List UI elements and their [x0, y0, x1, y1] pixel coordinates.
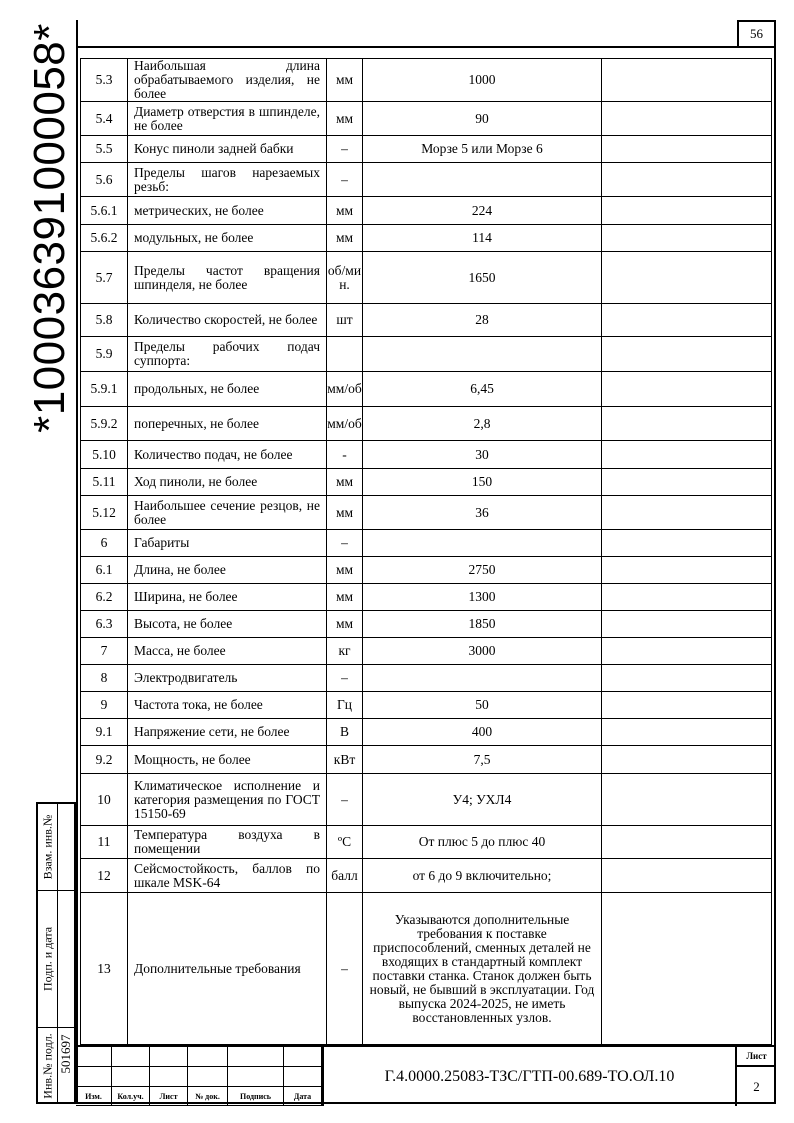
row-parameter: Наибольшее сечение резцов, не более: [128, 496, 327, 530]
row-number: 5.5: [81, 136, 128, 163]
row-unit: балл: [327, 859, 363, 893]
row-parameter: метрических, не более: [128, 197, 327, 225]
table-row: [81, 584, 772, 611]
row-unit: –: [327, 774, 363, 826]
row-note: [602, 441, 772, 469]
title-cell: [284, 1047, 322, 1067]
row-number: 5.11: [81, 469, 128, 496]
row-value: 28: [363, 304, 602, 337]
row-number: 9: [81, 692, 128, 719]
frame-top-line: [76, 46, 776, 48]
table-row: [81, 692, 772, 719]
row-number: 7: [81, 638, 128, 665]
row-unit: В: [327, 719, 363, 746]
barcode-text: *100036391000058*: [25, 22, 74, 433]
orig-inv-label: Инв.№ подл.: [40, 1033, 55, 1099]
title-cell: [76, 1047, 112, 1067]
row-unit: мм: [327, 225, 363, 252]
row-value: 36: [363, 496, 602, 530]
table-row: [81, 530, 772, 557]
row-parameter: Конус пиноли задней бабки: [128, 136, 327, 163]
title-col-header: Подпись: [228, 1087, 284, 1106]
row-number: 5.12: [81, 496, 128, 530]
title-col-header: Кол.уч.: [112, 1087, 150, 1106]
row-value: 2750: [363, 557, 602, 584]
table-row: [81, 304, 772, 337]
title-cell: [112, 1047, 150, 1067]
table-row: [81, 859, 772, 893]
row-unit: мм/об: [327, 407, 363, 441]
row-value: 1300: [363, 584, 602, 611]
row-parameter: Мощность, не более: [128, 746, 327, 774]
title-col-header: Дата: [284, 1087, 322, 1106]
row-number: 9.1: [81, 719, 128, 746]
row-unit: кг: [327, 638, 363, 665]
row-note: [602, 692, 772, 719]
row-unit: мм: [327, 611, 363, 638]
row-value: Указываются дополнительные требования к поставке приспособлений, сменных деталей не входящих в стандартный комплект поставки станка. Станок должен быть новый, не бывший в эксплуатации. Год выпуска 2024-2025, не иметь восстановленных узлов.: [363, 893, 602, 1045]
row-note: [602, 102, 772, 136]
row-number: 5.7: [81, 252, 128, 304]
row-number: 9.2: [81, 746, 128, 774]
row-note: [602, 665, 772, 692]
row-number: 5.9.2: [81, 407, 128, 441]
title-col-header: Изм.: [76, 1087, 112, 1106]
table-row: [81, 665, 772, 692]
row-value: 224: [363, 197, 602, 225]
row-note: [602, 826, 772, 859]
row-note: [602, 469, 772, 496]
title-cell: [150, 1067, 188, 1087]
row-parameter: Сейсмостойкость, баллов по шкале MSK-64: [128, 859, 327, 893]
side-stamp: [36, 802, 76, 1104]
row-value: Морзе 5 или Морзе 6: [363, 136, 602, 163]
row-note: [602, 163, 772, 197]
row-parameter: Габариты: [128, 530, 327, 557]
row-unit: –: [327, 136, 363, 163]
row-unit: –: [327, 163, 363, 197]
row-unit: мм: [327, 102, 363, 136]
row-number: 5.6.1: [81, 197, 128, 225]
table-row: [81, 441, 772, 469]
table-row: [81, 407, 772, 441]
row-number: 11: [81, 826, 128, 859]
row-parameter: Дополнительные требования: [128, 893, 327, 1045]
row-note: [602, 337, 772, 372]
row-number: 6: [81, 530, 128, 557]
row-value: 7,5: [363, 746, 602, 774]
sheet-number: 2: [753, 1078, 760, 1094]
row-number: 12: [81, 859, 128, 893]
row-unit: –: [327, 665, 363, 692]
table-row: [81, 638, 772, 665]
page-number: 56: [737, 20, 776, 48]
title-cell: [284, 1067, 322, 1087]
row-parameter: Количество скоростей, не более: [128, 304, 327, 337]
table-row: [81, 774, 772, 826]
spec-table: [80, 58, 772, 1045]
row-parameter: Пределы частот вращения шпинделя, не более: [128, 252, 327, 304]
row-parameter: Климатическое исполнение и категория размещения по ГОСТ 15150-69: [128, 774, 327, 826]
row-value: от 6 до 9 включительно;: [363, 859, 602, 893]
table-row: [81, 136, 772, 163]
row-unit: –: [327, 530, 363, 557]
row-value: От плюс 5 до плюс 40: [363, 826, 602, 859]
row-value: 6,45: [363, 372, 602, 407]
title-cell: [188, 1047, 228, 1067]
row-parameter: Пределы рабочих подач суппорта:: [128, 337, 327, 372]
row-parameter: продольных, не более: [128, 372, 327, 407]
row-unit: мм: [327, 469, 363, 496]
table-row: [81, 496, 772, 530]
row-note: [602, 859, 772, 893]
row-number: 5.6: [81, 163, 128, 197]
row-note: [602, 496, 772, 530]
title-cell: [188, 1067, 228, 1087]
sheet-label: Лист: [737, 1047, 776, 1067]
row-number: 5.9.1: [81, 372, 128, 407]
row-value: 400: [363, 719, 602, 746]
row-unit: мм: [327, 59, 363, 102]
row-number: 5.8: [81, 304, 128, 337]
row-unit: -: [327, 441, 363, 469]
row-note: [602, 774, 772, 826]
table-row: [81, 372, 772, 407]
title-cell: [112, 1067, 150, 1087]
title-cell: [76, 1067, 112, 1087]
row-note: [602, 252, 772, 304]
row-value: [363, 530, 602, 557]
row-unit: об/мин.: [327, 252, 363, 304]
row-value: У4; УХЛ4: [363, 774, 602, 826]
row-value: 114: [363, 225, 602, 252]
row-parameter: поперечных, не более: [128, 407, 327, 441]
row-unit: [327, 337, 363, 372]
row-parameter: модульных, не более: [128, 225, 327, 252]
row-number: 5.9: [81, 337, 128, 372]
row-note: [602, 225, 772, 252]
row-parameter: Электродвигатель: [128, 665, 327, 692]
row-unit: ºС: [327, 826, 363, 859]
row-number: 5.4: [81, 102, 128, 136]
row-note: [602, 197, 772, 225]
row-unit: мм: [327, 197, 363, 225]
row-number: 5.3: [81, 59, 128, 102]
row-number: 5.10: [81, 441, 128, 469]
title-cell: [228, 1067, 284, 1087]
row-unit: мм: [327, 557, 363, 584]
row-number: 13: [81, 893, 128, 1045]
table-row: [81, 719, 772, 746]
row-number: 10: [81, 774, 128, 826]
row-note: [602, 407, 772, 441]
table-row: [81, 893, 772, 1045]
row-unit: мм: [327, 584, 363, 611]
row-value: 1650: [363, 252, 602, 304]
row-value: 1000: [363, 59, 602, 102]
barcode: [25, 20, 75, 435]
row-note: [602, 893, 772, 1045]
table-row: [81, 469, 772, 496]
title-block: [76, 1045, 776, 1106]
row-number: 6.2: [81, 584, 128, 611]
table-row: [81, 252, 772, 304]
row-note: [602, 530, 772, 557]
table-row: [81, 826, 772, 859]
row-parameter: Ширина, не более: [128, 584, 327, 611]
row-value: 2,8: [363, 407, 602, 441]
row-note: [602, 372, 772, 407]
row-number: 5.6.2: [81, 225, 128, 252]
row-unit: мм: [327, 496, 363, 530]
row-value: 150: [363, 469, 602, 496]
table-row: [81, 337, 772, 372]
row-unit: Гц: [327, 692, 363, 719]
row-number: 6.1: [81, 557, 128, 584]
table-row: [81, 557, 772, 584]
table-row: [81, 225, 772, 252]
row-value: 3000: [363, 638, 602, 665]
row-number: 6.3: [81, 611, 128, 638]
row-parameter: Масса, не более: [128, 638, 327, 665]
row-parameter: Диаметр отверстия в шпинделе, не более: [128, 102, 327, 136]
row-unit: мм/об: [327, 372, 363, 407]
row-note: [602, 557, 772, 584]
table-row: [81, 746, 772, 774]
row-value: 1850: [363, 611, 602, 638]
table-row: [81, 102, 772, 136]
replace-inv-label: Взам. инв.№: [40, 814, 55, 880]
row-parameter: Высота, не более: [128, 611, 327, 638]
row-parameter: Пределы шагов нарезаемых резьб:: [128, 163, 327, 197]
row-note: [602, 304, 772, 337]
row-parameter: Длина, не более: [128, 557, 327, 584]
row-parameter: Количество подач, не более: [128, 441, 327, 469]
title-cell: [228, 1047, 284, 1067]
row-note: [602, 719, 772, 746]
row-number: 8: [81, 665, 128, 692]
title-col-header: № док.: [188, 1087, 228, 1106]
table-row: [81, 163, 772, 197]
row-value: 90: [363, 102, 602, 136]
row-note: [602, 746, 772, 774]
table-row: [81, 611, 772, 638]
document-id: Г.4.0000.25083-ТЗС/ГТП-00.689-ТО.ОЛ.10: [322, 1047, 737, 1106]
table-row: [81, 197, 772, 225]
row-parameter: Напряжение сети, не более: [128, 719, 327, 746]
row-parameter: Ход пиноли, не более: [128, 469, 327, 496]
row-note: [602, 136, 772, 163]
row-note: [602, 59, 772, 102]
row-value: [363, 665, 602, 692]
row-value: 50: [363, 692, 602, 719]
orig-inv-value: 501697: [58, 1034, 73, 1074]
row-unit: –: [327, 893, 363, 1045]
row-value: 30: [363, 441, 602, 469]
row-parameter: Наибольшая длина обрабатываемого изделия, не более: [128, 59, 327, 102]
row-parameter: Частота тока, не более: [128, 692, 327, 719]
table-row: [81, 59, 772, 102]
row-value: [363, 337, 602, 372]
title-col-header: Лист: [150, 1087, 188, 1106]
row-note: [602, 638, 772, 665]
row-value: [363, 163, 602, 197]
row-unit: шт: [327, 304, 363, 337]
row-note: [602, 584, 772, 611]
row-note: [602, 611, 772, 638]
row-unit: кВт: [327, 746, 363, 774]
title-cell: [150, 1047, 188, 1067]
row-parameter: Температура воздуха в помещении: [128, 826, 327, 859]
sign-date-label: Подп. и дата: [40, 926, 55, 992]
